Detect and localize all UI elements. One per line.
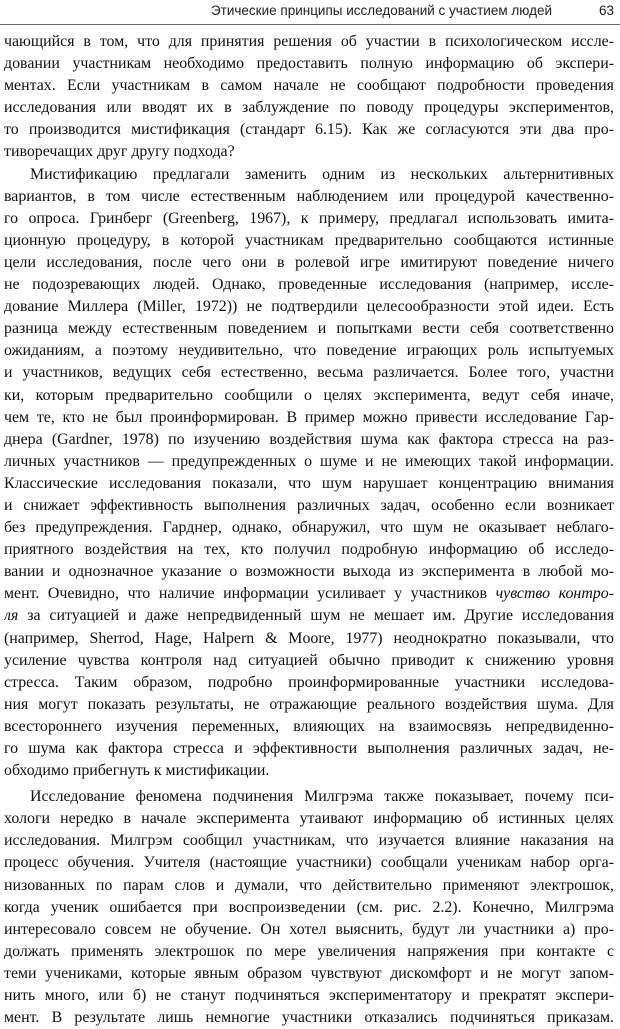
text-line: довании участникам необходимо предоставить полную информацию об экспери- [4, 55, 614, 73]
text-line: нить много, или б) не станут подчиняться экспериментатору и прекратят экспери- [4, 987, 614, 1005]
text-line: низованных по парам слов и думали, что действительно применяют электрошок, [4, 876, 614, 894]
text-line: интересовало совсем не обучение. Он хотел выяснить, будут ли участники а) про- [4, 920, 614, 938]
body-text [4, 31, 614, 1029]
text-line-with-italic [4, 605, 614, 627]
running-header-title: Этические принципы исследований с участием людей [210, 3, 552, 18]
text-line: (например, Sherrod, Hage, Halpern & Moore, 1977) неоднократно показывали, что [4, 629, 614, 647]
text-line: тиворечащих друг другу подхода? [4, 143, 235, 161]
text-line: ментах. Если участникам в самом начале не сообщают подробности проведения [4, 77, 614, 95]
text-line-with-italic [4, 583, 614, 605]
text-line: процесс обучения. Учителя (настоящие участники) сообщали ученикам набор орга- [4, 854, 614, 872]
text-line: ки, которым предварительно сообщили о целях эксперимента, ведут себя иначе, [4, 386, 614, 404]
text-line: то производится мистификация (стандарт 6.15). Как же согласуются эти два про- [4, 121, 614, 139]
line-text: за ситуацией и даже непредвиденный шум не мешает им. Другие исследования [18, 607, 614, 625]
text-line: чем те, кто не был проинформирован. В пример можно привести исследование Гар- [4, 408, 614, 426]
running-header [0, 2, 620, 22]
text-line: вании и однозначное указание о возможности выхода из эксперимента в любой мо- [4, 563, 614, 581]
text-line: ния могут показать результаты, не отражающие реального воздействия шума. Для [4, 695, 614, 713]
text-line: личных участников — предупрежденных о шуме и не имеющих такой информации. [4, 452, 614, 470]
text-line: исследования. Милгрэм сообщил участникам, что изучается влияние наказания на [4, 832, 614, 850]
text-line: и участников, ведущих себя естественно, весьма различается. Более того, участни [4, 364, 614, 382]
text-line: стресса. Таким образом, подробно проинформированные участники исследова- [4, 673, 614, 691]
text-line: хологи нередко в начале эксперимента утаивают информацию об истинных целях [4, 810, 614, 828]
text-line: днера (Gardner, 1978) по изучению воздействия шума как фактора стресса на раз- [4, 430, 614, 448]
page-number: 63 [598, 3, 614, 18]
text-line: Классические исследования показали, что шум нарушает концентрацию внимания [4, 474, 614, 492]
paragraph-3 [4, 786, 614, 1029]
paragraph-1 [4, 31, 614, 164]
italic-term: чувство контро- [495, 585, 614, 603]
text-line: го шума как фактора стресса и эффективности выполнения различных задач, не- [4, 740, 614, 757]
text-line: Мистификацию предлагали заменить одним из нескольких альтернитивных [30, 165, 614, 183]
text-line: исследования или вводят их в заблуждение по поводу процедуры экспериментов, [4, 99, 614, 117]
text-line: цели исследования, после чего они в ролевой игре имитируют поведение ничего [4, 253, 614, 271]
text-line: не подозревающих людей. Однако, проведенные исследования (например, иссле- [4, 276, 614, 294]
text-line: когда ученик ошибается при воспроизведении (см. рис. 2.2). Конечно, Милгрэма [4, 898, 614, 916]
line-text: мент. Очевидно, что наличие информации усиливает у участников [4, 585, 496, 603]
text-line: чающийся в том, что для принятия решения об участии в психологическом иссле- [4, 33, 614, 50]
text-line: мент. В результате лишь немногие участники отказались подчиняться приказам. [4, 1009, 614, 1027]
text-line: всестороннего изучения переменных, влияющих на взаимосвязь непредвиденно- [4, 717, 614, 735]
text-line: ожиданиям, а поэтому неудивительно, что поведение играющих роль испытуемых [4, 342, 614, 360]
text-line: ционную процедуру, в которой участникам предварительно сообщаются истинные [4, 231, 614, 249]
text-line: теми учениками, которые явным образом чувствуют дискомфорт и не могут запом- [4, 964, 614, 982]
text-line: Исследование феномена подчинения Милгрэма также показывает, почему пси- [30, 788, 614, 806]
text-line: должать применять электрошок по мере увеличения напряжения при контакте с [4, 942, 614, 960]
text-line: без предупреждения. Гарднер, однако, обнаружил, что шум не оказывает неблаго- [4, 519, 614, 537]
text-line: и снижает эффективность выполнения различных задач, особенно если возникает [4, 496, 614, 514]
text-line: вариантов, в том числе естественным наблюдением или процедурой качественно- [4, 187, 614, 205]
paragraph-2 [4, 164, 614, 783]
text-line: усиление чувства контроля над ситуацией обычно приводит к снижению уровня [4, 651, 614, 669]
text-line: приятного воздействия на тех, кто получил подробную информацию об исследо- [4, 541, 614, 559]
header-rule [0, 24, 620, 25]
text-line: дование Миллера (Miller, 1972)) не подтвердили целесообразности этой идеи. Есть [4, 298, 614, 316]
text-line: го опроса. Гринберг (Greenberg, 1967), к примеру, предлагал использовать имита- [4, 209, 614, 227]
text-line: разница между естественным поведением и попытками вести себя соответственно [4, 320, 614, 338]
italic-term: ля [4, 607, 19, 625]
text-line: обходимо прибегнуть к мистификации. [4, 762, 270, 780]
